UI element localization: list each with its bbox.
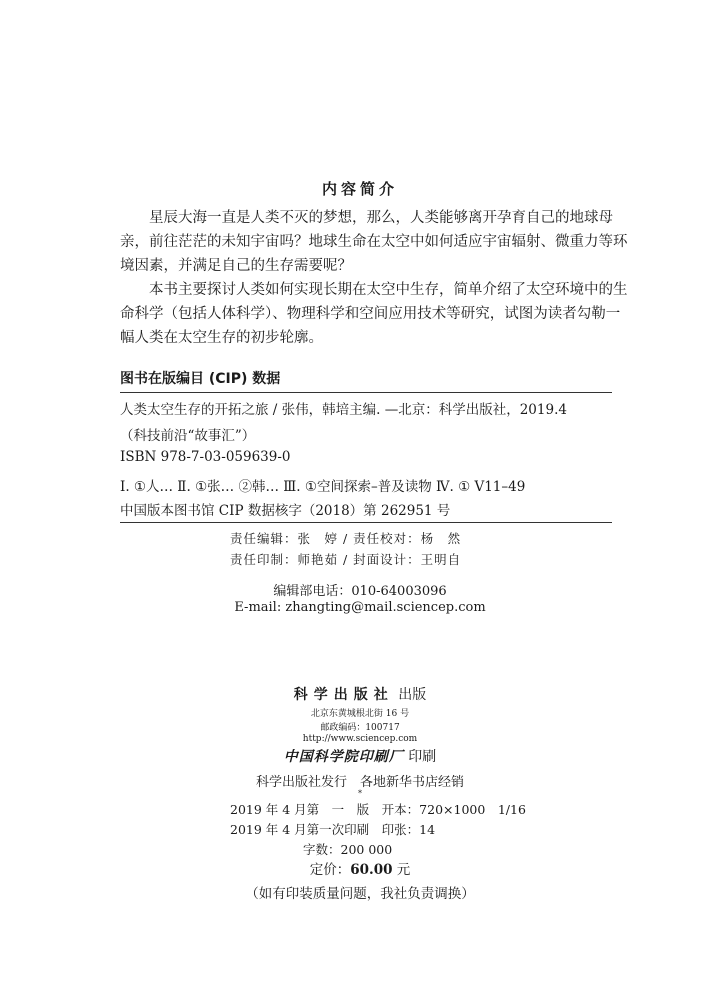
price-line <box>0 858 720 878</box>
summary-paragraph-1-line: 境因素，并满足自己的生存需要呢？ <box>120 258 352 274</box>
cip-title-line: 人类太空生存的开拓之旅 / 张伟，韩培主编. —北京：科学出版社，2019.4 <box>120 402 567 418</box>
summary-title: 内容简介 <box>321 180 398 198</box>
printer-suffix: 印刷 <box>408 749 437 765</box>
summary-paragraph-2 <box>120 278 628 350</box>
printing-line: 2019 年 4 月第一次印刷 印张：14 <box>230 822 436 837</box>
summary-paragraph-1-line: 亲，前往茫茫的未知宇宙吗？地球生命在太空中如何适应宇宙辐射、微重力等环 <box>120 234 628 250</box>
price-label: 定价： <box>309 862 351 878</box>
editorial-email: E-mail: zhangting@mail.sciencep.com <box>234 600 486 615</box>
publisher-line <box>0 684 720 704</box>
publisher-name: 科学出版社 <box>293 687 394 703</box>
price-value: 60.00 <box>350 862 393 878</box>
separator-star: * <box>358 789 362 798</box>
publisher-address: 北京东黄城根北街 16 号 <box>310 709 410 719</box>
cip-heading: 图书在版编目 (CIP) 数据 <box>120 371 281 387</box>
cip-isbn-line: ISBN 978-7-03-059639-0 <box>120 449 291 465</box>
summary-paragraph-1 <box>120 206 628 278</box>
cip-bottom-rule <box>120 522 612 523</box>
printer-line <box>0 746 720 766</box>
cip-classification-line: Ⅰ. ①人… Ⅱ. ①张… ②韩… Ⅲ. ①空间探索–普及读物 Ⅳ. ① V11–49 <box>120 479 526 495</box>
cip-series-line: （科技前沿“故事汇”） <box>120 428 256 444</box>
printer-name: 中国科学院印刷厂 <box>283 749 404 765</box>
price-unit: 元 <box>396 862 411 878</box>
editorial-phone: 编辑部电话：010-64003096 <box>273 584 447 599</box>
cip-record-number-line: 中国版本图书馆 CIP 数据核字（2018）第 262951 号 <box>120 503 451 519</box>
quality-note: （如有印装质量问题，我社负责调换） <box>245 886 475 902</box>
word-count: 字数：200 000 <box>303 842 393 857</box>
credits-printing-line: 责任印制：师艳茹 / 封面设计：王明自 <box>230 552 462 567</box>
distribution-line: 科学出版社发行 各地新华书店经销 <box>255 775 464 790</box>
summary-paragraph-2-line: 命科学（包括人体科学）、物理科学和空间应用技术等研究，试图为读者勾勒一 <box>120 306 621 322</box>
publisher-suffix: 出版 <box>398 687 427 703</box>
summary-paragraph-2-line: 本书主要探讨人类如何实现长期在太空中生存，简单介绍了太空环境中的生 <box>149 282 628 298</box>
summary-paragraph-1-line: 星辰大海一直是人类不灭的梦想，那么，人类能够离开孕育自己的地球母 <box>149 210 613 226</box>
credits-editor-line: 责任编辑：张 婷 / 责任校对：杨 然 <box>230 531 462 546</box>
publisher-url: http://www.sciencep.com <box>302 734 418 744</box>
cip-top-rule <box>120 392 612 393</box>
publisher-zip: 邮政编码：100717 <box>320 723 400 733</box>
edition-line: 2019 年 4 月第 一 版 开本：720×1000 1/16 <box>230 802 526 817</box>
summary-paragraph-2-line: 幅人类在太空生存的初步轮廓。 <box>120 330 323 346</box>
